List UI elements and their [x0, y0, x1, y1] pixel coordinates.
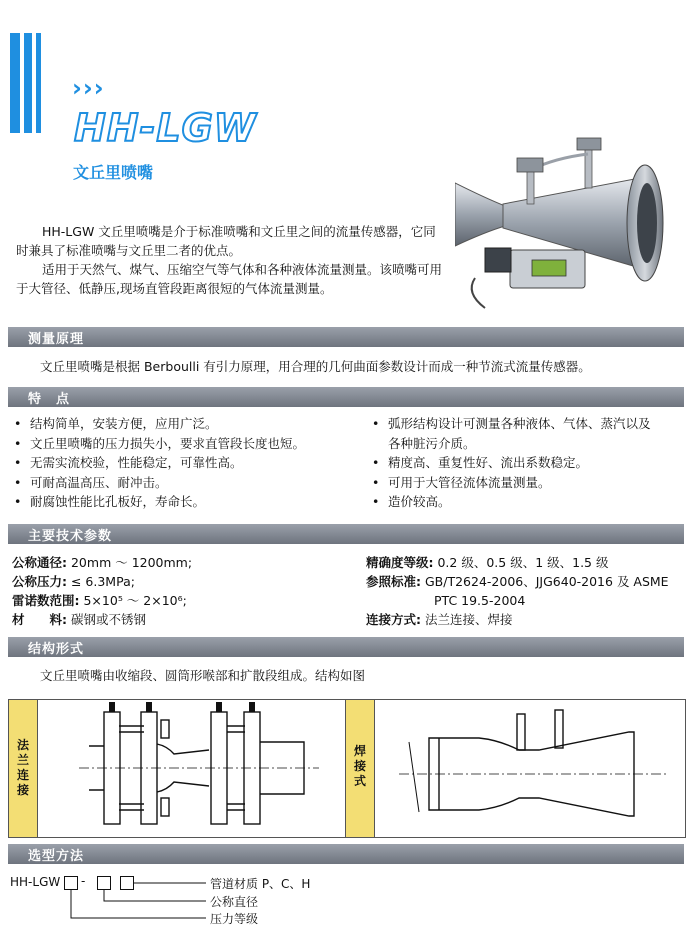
- spec-value: 5×10⁵ ～ 2×10⁶;: [83, 593, 187, 608]
- decor-stripe-2: [24, 33, 32, 133]
- product-photo: [455, 128, 685, 313]
- intro-para-1: HH-LGW 文丘里喷嘴是介于标准喷嘴和文丘里之间的流量传感器，它同时兼具了标准喷嘴与文丘里二者的优点。: [16, 224, 436, 258]
- selection-diameter: 公称直径: [210, 895, 259, 909]
- spec-value: 法兰连接、焊接: [424, 612, 513, 627]
- flange-label-column: [9, 700, 38, 837]
- spec-label: 雷诺数范围:: [12, 593, 80, 608]
- spec-value: 20mm ～ 1200mm;: [70, 555, 193, 570]
- spec-value: GB/T2624-2006、JJG640-2016 及 ASME: [424, 574, 669, 589]
- weld-drawing: [379, 702, 679, 834]
- decor-stripe-3: [36, 33, 41, 133]
- selection-connector-lines: [60, 880, 220, 925]
- feature-item: • 结构简单，安装方便，应用广泛。: [12, 414, 362, 434]
- spec-label: 连接方式:: [366, 612, 421, 627]
- feature-item: • 文丘里喷嘴的压力损失小，要求直管段长度也短。: [12, 434, 362, 454]
- spec-label: 精确度等级:: [366, 555, 434, 570]
- spec-label: 公称通径:: [12, 555, 67, 570]
- feature-item: • 造价较高。: [370, 492, 685, 512]
- feature-item: • 精度高、重复性好、流出系数稳定。: [370, 453, 685, 473]
- section-selection: [8, 844, 684, 864]
- structure-text: 文丘里喷嘴由收缩段、圆筒形喉部和扩散段组成。结构如图: [40, 668, 366, 683]
- weld-label: 焊 接 式: [353, 744, 366, 788]
- flange-drawing: [49, 702, 339, 834]
- product-name: 文丘里喷嘴: [73, 163, 154, 182]
- section-features: [8, 387, 684, 407]
- section-title: 测量原理: [28, 332, 85, 347]
- weld-label-column: [345, 700, 375, 837]
- model-title: HH-LGW: [74, 106, 257, 150]
- features-left: [12, 414, 362, 512]
- selection-pressure: 压力等级: [210, 912, 259, 926]
- spec-value: PTC 19.5-2004: [434, 593, 526, 608]
- features-right: [370, 414, 685, 512]
- chevron-icon: ›››: [72, 74, 105, 102]
- spec-label: 参照标准:: [366, 574, 421, 589]
- section-specs: [8, 524, 684, 544]
- spec-value: ≤ 6.3MPa;: [70, 574, 135, 589]
- section-structure: [8, 637, 684, 657]
- section-title: 主要技术参数: [28, 529, 113, 544]
- selection-model: HH-LGW: [10, 875, 61, 889]
- selection-material: 管道材质 P、C、H: [210, 877, 311, 891]
- feature-item: • 无需实流校验，性能稳定，可靠性高。: [12, 453, 362, 473]
- selection-dash: -: [81, 874, 86, 888]
- structure-diagram: [8, 699, 686, 838]
- intro-text: [16, 222, 446, 298]
- feature-item-continued: 各种脏污介质。: [388, 435, 476, 451]
- feature-item: • 可用于大管径流体流量测量。: [370, 473, 685, 493]
- spec-label: 公称压力:: [12, 574, 67, 589]
- principle-text: 文丘里喷嘴是根据 Berboulli 有引力原理，用合理的几何曲面参数设计而成一种节流式流量传感器。: [40, 359, 591, 374]
- specs-left: [12, 553, 357, 629]
- spec-label: 材 料:: [12, 612, 67, 627]
- intro-para-2: 适用于天然气、煤气、压缩空气等气体和各种液体流量测量。该喷嘴可用于大管径、低静压,现场直管段距离很短的气体流量测量。: [16, 262, 443, 296]
- section-title: 特 点: [28, 392, 71, 407]
- decor-stripe-1: [10, 33, 20, 133]
- feature-item: • 弧形结构设计可测量各种液体、气体、蒸汽以及: [370, 414, 685, 434]
- feature-item: • 耐腐蚀性能比孔板好，寿命长。: [12, 492, 362, 512]
- section-principle: [8, 327, 684, 347]
- spec-value: 0.2 级、0.5 级、1 级、1.5 级: [437, 555, 609, 570]
- feature-item: • 可耐高温高压、耐冲击。: [12, 473, 362, 493]
- section-title: 选型方法: [28, 849, 85, 864]
- specs-right: [366, 553, 684, 629]
- section-title: 结构形式: [28, 642, 85, 657]
- flange-label: 法 兰 连 接: [16, 738, 29, 797]
- spec-value: 碳钢或不锈钢: [70, 612, 146, 627]
